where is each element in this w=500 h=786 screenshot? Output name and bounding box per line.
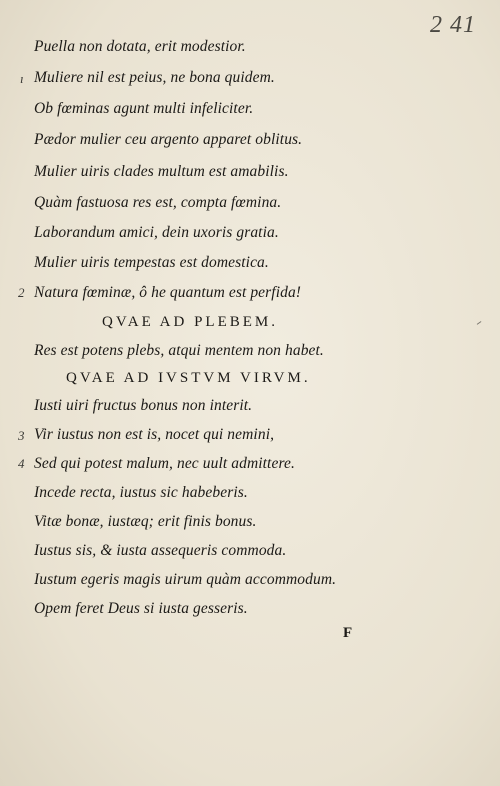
verse-line: Natura fœminæ, ô he quantum est perfida! [34, 284, 302, 301]
margin-mark: 2 [18, 285, 25, 300]
folio-number: 2 41 [430, 12, 476, 38]
verse-line: Incede recta, iustus sic habeberis. [34, 484, 248, 501]
margin-mark: ı [20, 71, 24, 86]
verse-line: Iustum egeris magis uirum quàm accommodum. [34, 571, 337, 588]
ink-mark [477, 321, 485, 329]
verse-line: Iusti uiri fructus bonus non interit. [34, 397, 253, 414]
catchword: F [343, 625, 353, 641]
verse-line: Sed qui potest malum, nec uult admittere. [34, 455, 295, 472]
verse-line: Quàm fastuosa res est, compta fœmina. [34, 194, 282, 211]
verse-line: Laborandum amici, dein uxoris gratia. [34, 224, 279, 241]
verse-line: Muliere nil est peius, ne bona quidem. [34, 69, 275, 86]
verse-line: Puella non dotata, erit modestior. [34, 38, 246, 55]
margin-mark: 3 [18, 428, 25, 443]
verse-line: Mulier uiris tempestas est domestica. [34, 254, 269, 271]
verse-line: Mulier uiris clades multum est amabilis. [34, 163, 289, 180]
verse-line: Iustus sis, & iusta assequeris commoda. [34, 542, 287, 559]
verse-line: Ob fœminas agunt multi infeliciter. [34, 100, 254, 117]
margin-mark: 4 [18, 456, 25, 471]
verse-line: Vitæ bonæ, iustæq; erit finis bonus. [34, 513, 257, 530]
verse-line: Opem feret Deus si iusta gesseris. [34, 600, 248, 617]
section-heading-iustus: QVAE AD IVSTVM VIRVM. [66, 370, 311, 386]
verse-line: Vir iustus non est is, nocet qui nemini, [34, 426, 275, 443]
verse-line: Pædor mulier ceu argento apparet oblitus. [34, 131, 303, 148]
verse-line: Res est potens plebs, atqui mentem non habet. [34, 342, 324, 359]
section-heading-plebs: QVAE AD PLEBEM. [102, 314, 278, 330]
